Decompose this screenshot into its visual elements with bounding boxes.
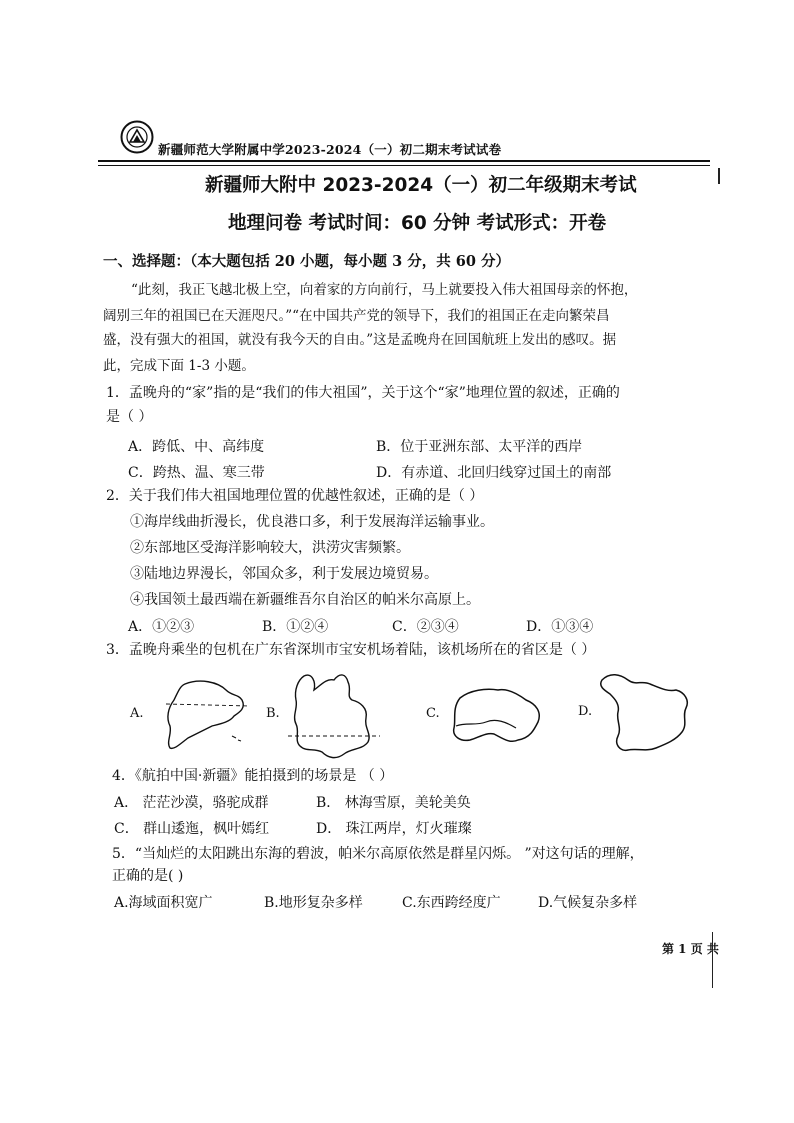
q3-stem: 3．孟晚舟乘坐的包机在广东省深圳市宝安机场着陆，该机场所在的省区是（ ） xyxy=(106,642,596,658)
q2-option-d[interactable]: D．①③④ xyxy=(526,619,594,635)
q4-option-c[interactable]: C． 群山逶迤，枫叶嫣红 xyxy=(114,821,270,837)
q3-map-c-province-outline xyxy=(446,682,546,752)
q4-option-b[interactable]: B． 林海雪原，美轮美奂 xyxy=(316,795,471,811)
q2-stem: 2．关于我们伟大祖国地理位置的优越性叙述，正确的是（ ） xyxy=(106,488,484,504)
q5-option-c[interactable]: C.东西跨经度广 xyxy=(402,895,501,911)
q2-item-1: ①海岸线曲折漫长，优良港口多，利于发展海洋运输事业。 xyxy=(130,514,494,530)
q3-map-b-province-outline xyxy=(282,668,382,766)
exam-subtitle: 地理问卷 考试时间：60 分钟 考试形式：开卷 xyxy=(228,213,607,234)
header-school-line: 新疆师范大学附属中学2023-2024（一）初二期末考试试卷 xyxy=(158,142,502,157)
q1-option-a[interactable]: A．跨低、中、高纬度 xyxy=(128,439,265,455)
q5-stem-line1: 5．“当灿烂的太阳跳出东海的碧波，帕米尔高原依然是群星闪烁。 ”对这句话的理解， xyxy=(112,846,644,862)
q1-stem-line1: 1．孟晚舟的“家”指的是“我们的伟大祖国”，关于这个“家”地理位置的叙述，正确的 xyxy=(106,385,620,401)
q2-option-a[interactable]: A．①②③ xyxy=(128,619,195,635)
q4-option-d[interactable]: D． 珠江两岸，灯火璀璨 xyxy=(316,821,472,837)
q1-option-c[interactable]: C．跨热、温、寒三带 xyxy=(128,465,265,481)
edge-mark-bottom xyxy=(712,932,713,988)
q1-option-d[interactable]: D．有赤道、北回归线穿过国土的南部 xyxy=(376,465,612,481)
passage-line-3: 盛，没有强大的祖国，就没有我今天的自由。”这是孟晚舟在回国航班上发出的感叹。据 xyxy=(103,332,617,348)
section-heading: 一、选择题：（本大题包括 20 小题，每小题 3 分，共 60 分） xyxy=(103,253,510,270)
q1-option-b[interactable]: B．位于亚洲东部、太平洋的西岸 xyxy=(376,439,583,455)
q2-option-b[interactable]: B．①②④ xyxy=(262,619,329,635)
header-rule xyxy=(98,160,710,162)
q3-map-c-label[interactable]: C. xyxy=(426,706,440,721)
page-number: 第 1 页 共 xyxy=(662,942,719,956)
q3-map-a-label[interactable]: A. xyxy=(130,706,144,721)
q5-option-a[interactable]: A.海域面积宽广 xyxy=(114,895,213,911)
q3-map-b-label[interactable]: B. xyxy=(266,706,280,721)
q1-stem-line2: 是（ ） xyxy=(106,409,153,425)
q5-stem-line2: 正确的是( ) xyxy=(112,868,184,884)
q2-item-3: ③陆地边界漫长，邻国众多，利于发展边境贸易。 xyxy=(130,566,438,582)
q2-item-4: ④我国领土最西端在新疆维吾尔自治区的帕米尔高原上。 xyxy=(130,592,480,608)
q3-map-d-province-outline xyxy=(596,668,696,758)
passage-line-1: “此刻，我正飞越北极上空，向着家的方向前行，马上就要投入伟大祖国母亲的怀抱， xyxy=(131,282,638,298)
q4-option-a[interactable]: A． 茫茫沙漠，骆驼成群 xyxy=(114,795,269,811)
school-emblem-icon xyxy=(120,120,154,154)
q3-map-d-label[interactable]: D. xyxy=(578,704,593,719)
q2-item-2: ②东部地区受海洋影响较大，洪涝灾害频繁。 xyxy=(130,540,410,556)
passage-line-2: 阔别三年的祖国已在天涯咫尺。”“在中国共产党的领导下，我们的祖国正在走向繁荣昌 xyxy=(103,308,610,324)
q3-map-a-province-outline xyxy=(160,676,250,754)
page-title: 新疆师大附中 2023-2024（一）初二年级期末考试 xyxy=(205,175,637,196)
q5-option-b[interactable]: B.地形复杂多样 xyxy=(264,895,363,911)
passage-line-4: 此，完成下面 1-3 小题。 xyxy=(103,358,255,374)
q2-option-c[interactable]: C．②③④ xyxy=(392,619,459,635)
header-rule-thin xyxy=(98,165,710,166)
edge-mark xyxy=(718,168,720,184)
q5-option-d[interactable]: D.气候复杂多样 xyxy=(538,895,638,911)
q4-stem: 4．《航拍中国·新疆》能拍摄到的场景是 （ ） xyxy=(112,768,394,784)
